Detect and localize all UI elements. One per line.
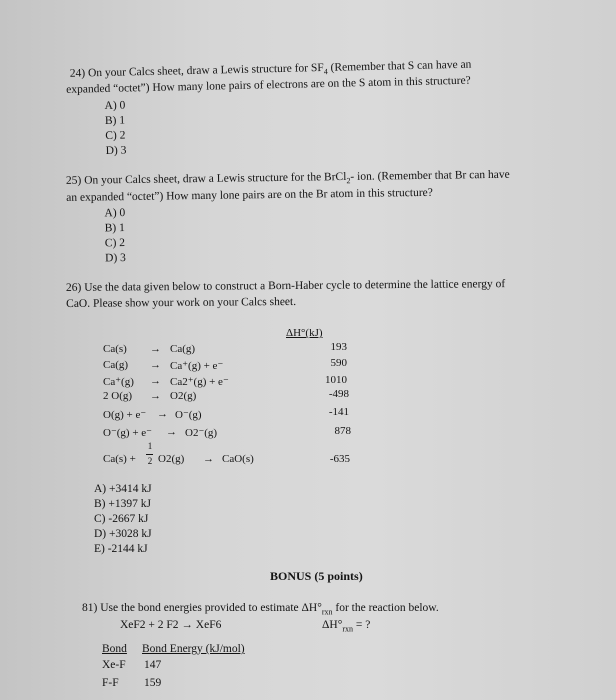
bond-col-header: Bond [102,643,127,655]
q26-option-c: C) -2667 kJ [94,513,149,525]
q26-line2: CaO. Please show your work on your Calcs sheet. [66,295,297,310]
arrow-icon: → [150,359,161,371]
q26-option-b: B) +1397 kJ [94,498,151,510]
q81-reaction: XeF2 + 2 F2 → XeF6 [120,619,222,631]
energy-col-header: Bond Energy (kJ/mol) [142,643,245,655]
fraction-denominator: 2 [147,456,153,466]
fraction-numerator: 1 [147,441,153,451]
q81-prompt: 81) Use the bond energies provided to estimate $\Delta H^\circ_{rxn}$ for the reaction below. [82,602,439,617]
q25-line2: an expanded “octet”) How many lone pairs are on the Br atom in this structure? [66,186,433,204]
q24-option-d: D) 3 [105,144,127,157]
arrow-icon: → [157,408,168,420]
q26-option-d: D) +3028 kJ [94,528,152,540]
q81-dh-rxn: $\Delta H^\circ_{rxn}$ = ? [322,619,371,634]
q24-option-c: C) 2 [105,129,126,142]
q25-option-b: B) 1 [104,222,125,235]
arrow-icon: → [150,390,161,402]
q24-line1: 24) On your Calcs sheet, draw a Lewis structure for $SF_4$ (Remember that S can have an [69,58,472,80]
q26-option-a: A) +3414 kJ [94,483,152,495]
q26-option-e: E) -2144 kJ [94,543,148,555]
q25-option-c: C) 2 [104,237,126,250]
arrow-icon: → [203,453,214,465]
arrow-icon: → [166,426,177,438]
table-header-dh: ΔH°(kJ) [286,327,323,339]
arrow-icon: → [150,343,161,355]
q26-line1: 26) Use the data given below to construct a Born-Haber cycle to determine the lattice energy of [65,278,506,294]
q25-line1: 25) On your Calcs sheet, draw a Lewis structure for the BrCl$_2$- ion. (Remember that Br can have [65,168,510,187]
q25-option-a: A) 0 [104,207,126,220]
arrow-icon: → [150,375,161,387]
q25-option-d: D) 3 [105,252,126,265]
bonus-title: BONUS (5 points) [270,569,363,583]
q24-option-a: A) 0 [104,99,126,112]
document-page: 24) On your Calcs sheet, draw a Lewis structure for $SF_4$ (Remember that S can have an expanded “octet”) How many lone pairs of electrons are on the S atom in this structure? A) 0 B) 1 C) 2 D) 3 25) On your Calcs sheet, draw a Lewis structure for the BrCl$_2$- ion. (Remember that Br can have an expanded “octet”) How many lone pairs are on the Br atom in this structure? A) 0 B) 1 C) 2 D) 3 26) Use the data given below to construct a Born-Haber cycle to determine the lattice energy of CaO. Please show your work on your Calcs sheet. ΔH°(kJ) Ca(s) → Ca(g) 193 Ca(g) → Ca⁺(g) + e⁻ 590 Ca⁺(g) → Ca2⁺(g) + e⁻ 1010 2 O(g) → O2(g) -498 O(g) + e⁻ → O⁻(g) -141 O⁻(g) + e⁻ → O2⁻(g) 878 Ca(s) + 1 2 O2(g) → CaO(s) -635 A) +3414 kJ B) +1397 kJ C) -2667 kJ D) +3028 kJ E) -2144 kJ BONUS (5 points) 81) Use the bond energies provided to estimate $\Delta H^\circ_{rxn}$ for the reaction below. XeF2 + 2 F2 → XeF6 $\Delta H^\circ_{rxn}$ = ? Bond Bond Energy (kJ/mol) Xe-F 147 F-F 159 [0,0,616,700]
fraction-bar [146,454,153,455]
q24-line2: expanded “octet”) How many lone pairs of electrons are on the S atom in this structure? [66,74,471,96]
q24-option-b: B) 1 [104,114,126,127]
